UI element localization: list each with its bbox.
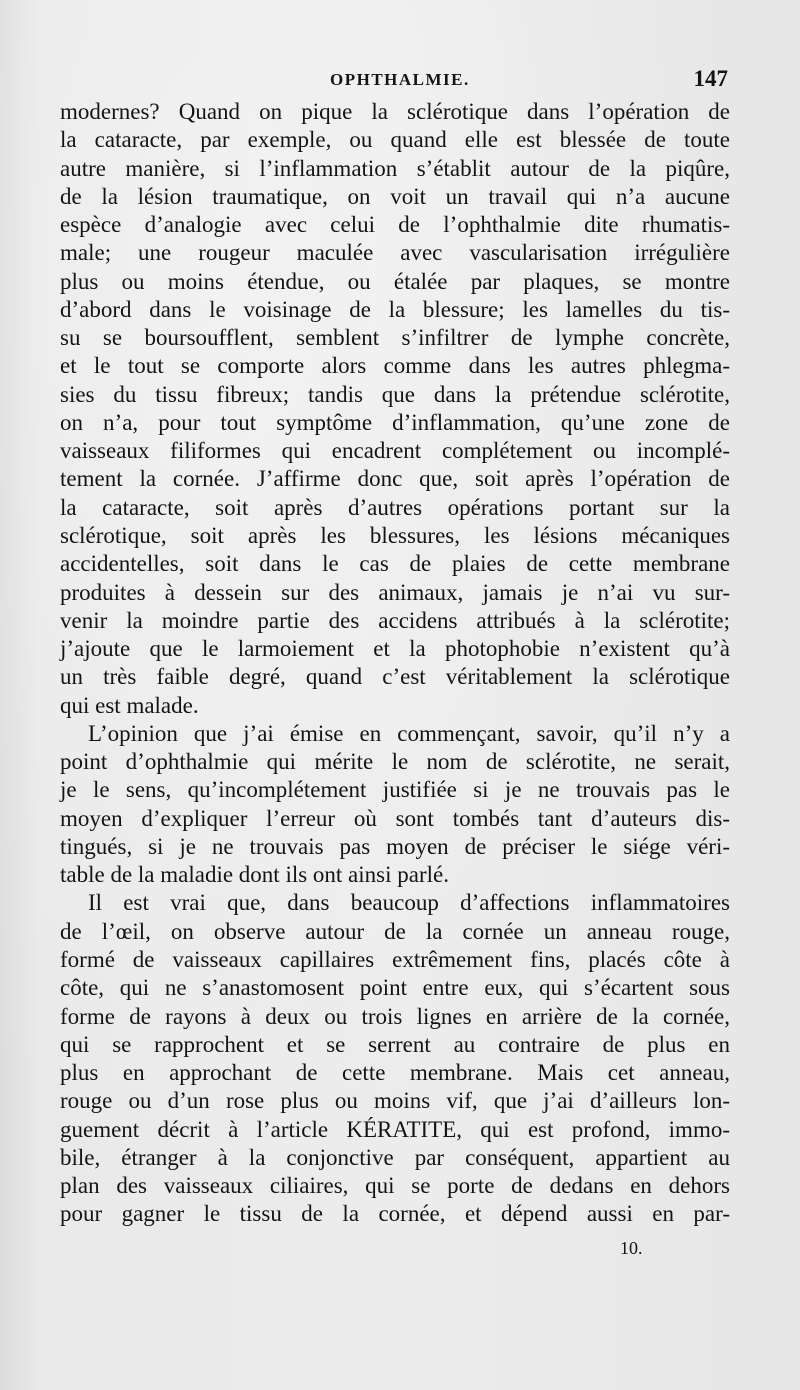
text-line: plus ou moins étendue, ou étalée par plaques, se montre xyxy=(60,268,730,294)
text-line: plan des vaisseaux ciliaires, qui se porte de dedans en dehors xyxy=(60,1173,730,1199)
text-line: accidentelles, soit dans le cas de plaies de cette membrane xyxy=(60,551,730,577)
text-line: la cataracte, soit après d’autres opérations portant sur la xyxy=(60,494,730,520)
text-line: côte, qui ne s’anastomosent point entre eux, qui s’écartent sous xyxy=(60,975,730,1001)
text-line: tement la cornée. J’affirme donc que, soit après l’opération de xyxy=(60,466,730,492)
running-head xyxy=(60,66,736,96)
text-line: L’opinion que j’ai émise en commençant, savoir, qu’il n’y a xyxy=(88,720,730,746)
text-line: sies du tissu fibreux; tandis que dans la prétendue sclérotite, xyxy=(60,381,730,407)
text-line: forme de rayons à deux ou trois lignes en arrière de la cornée, xyxy=(60,1003,730,1029)
text-line: guement décrit à l’article KÉRATITE, qui est profond, immo- xyxy=(60,1116,730,1142)
text-line: vaisseaux filiformes qui encadrent complétement ou incomplé- xyxy=(60,438,730,464)
text-line: et le tout se comporte alors comme dans les autres phlegma- xyxy=(60,353,730,379)
text-line: moyen d’expliquer l’erreur où sont tombés tant d’auteurs dis- xyxy=(60,805,730,831)
text-line: la cataracte, par exemple, ou quand elle est blessée de toute xyxy=(60,127,730,153)
text-line: on n’a, pour tout symptôme d’inflammation, qu’une zone de xyxy=(60,409,730,435)
text-line: qui se rapprochent et se serrent au contraire de plus en xyxy=(60,1031,730,1057)
text-line: j’ajoute que le larmoiement et la photophobie n’existent qu’à xyxy=(60,636,730,662)
text-line: table de la maladie dont ils ont ainsi parlé. xyxy=(60,862,449,888)
text-line: formé de vaisseaux capillaires extrêmement fins, placés côte à xyxy=(60,946,730,972)
text-line: rouge ou d’un rose plus ou moins vif, que j’ai d’ailleurs lon- xyxy=(60,1088,730,1114)
text-line: je le sens, qu’incomplétement justifiée si je ne trouvais pas le xyxy=(60,777,730,803)
text-line: d’abord dans le voisinage de la blessure; les lamelles du tis- xyxy=(60,296,730,322)
running-title: OPHTHALMIE. xyxy=(330,70,470,89)
text-line: tingués, si je ne trouvais pas moyen de préciser le siége véri- xyxy=(60,833,730,859)
text-line: plus en approchant de cette membrane. Mais cet anneau, xyxy=(60,1060,730,1086)
page-number: 147 xyxy=(693,66,728,91)
text-line: Il est vrai que, dans beaucoup d’affections inflammatoires xyxy=(88,890,730,916)
text-line: modernes? Quand on pique la sclérotique dans l’opération de xyxy=(60,99,730,124)
text-line: pour gagner le tissu de la cornée, et dépend aussi en par- xyxy=(60,1201,730,1227)
text-line: sclérotique, soit après les blessures, les lésions mécaniques xyxy=(60,522,730,548)
text-line: de la lésion traumatique, on voit un travail qui n’a aucune xyxy=(60,183,730,209)
text-line: de l’œil, on observe autour de la cornée un anneau rouge, xyxy=(60,918,730,944)
text-line: point d’ophthalmie qui mérite le nom de sclérotite, ne serait, xyxy=(60,749,730,775)
text-line: bile, étranger à la conjonctive par conséquent, appartient au xyxy=(60,1144,730,1170)
text-line: un très faible degré, quand c’est véritablement la sclérotique xyxy=(60,664,730,690)
signature-mark: 10. xyxy=(620,1238,643,1258)
text-line: produites à dessein sur des animaux, jamais je n’ai vu sur- xyxy=(60,579,730,605)
text-line: venir la moindre partie des accidens attribués à la sclérotite; xyxy=(60,607,730,633)
text-line: espèce d’analogie avec celui de l’ophthalmie dite rhumatis- xyxy=(60,212,730,238)
body-text xyxy=(60,98,730,1229)
text-line: male; une rougeur maculée avec vascularisation irrégulière xyxy=(60,240,730,266)
text-line: qui est malade. xyxy=(60,692,199,718)
text-line: autre manière, si l’inflammation s’établit autour de la piqûre, xyxy=(60,155,730,181)
text-line: su se boursoufflent, semblent s’infiltrer de lymphe concrète, xyxy=(60,325,730,351)
